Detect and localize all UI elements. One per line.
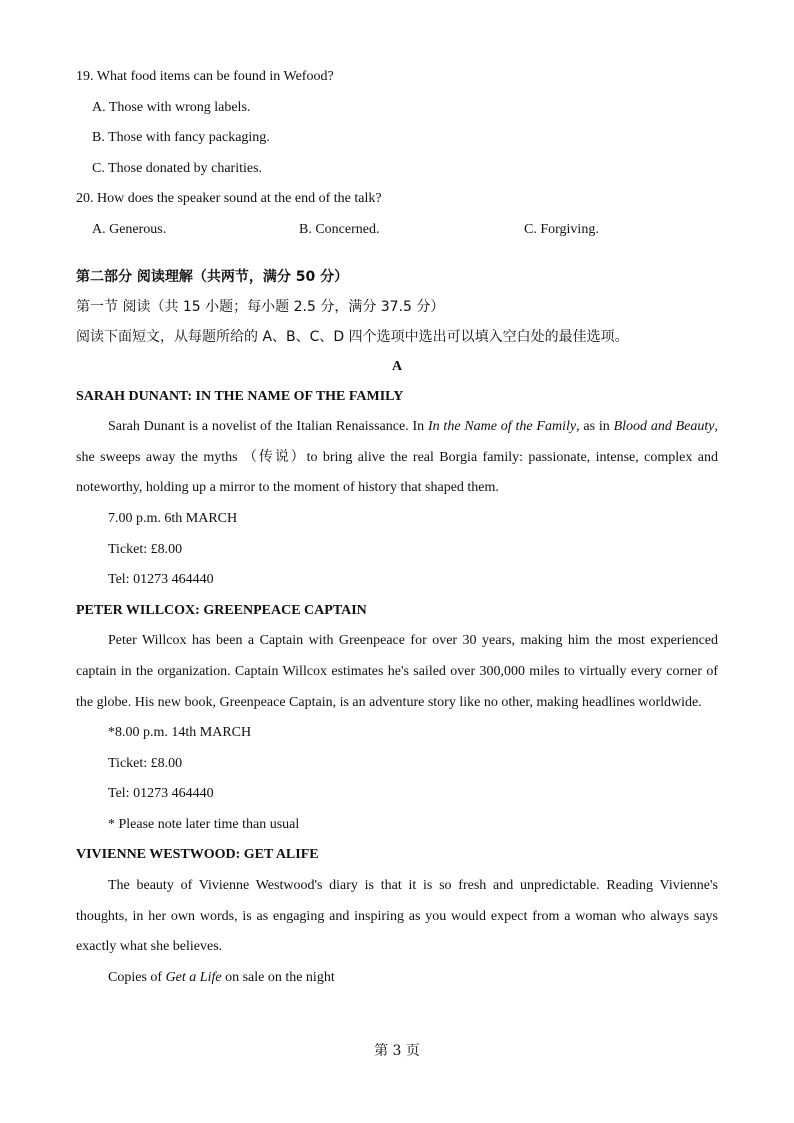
question-20-option-b: B. Concerned. [299, 221, 380, 237]
question-20-option-c: C. Forgiving. [524, 221, 599, 237]
question-19-option-b: B. Those with fancy packaging. [92, 130, 270, 146]
event-3-copies: Copies of Get a Life on sale on the night [108, 969, 335, 985]
passage-label: A [391, 358, 403, 374]
event-3-paragraph: The beauty of Vivienne Westwood's diary is that it is so fresh and unpredictable. Reading Vivienne's thoughts, in her own words, is as engaging and inspiring as you would expect from a woman who always says exactly what she believes. [76, 878, 718, 955]
question-19-option-c: C. Those donated by charities. [92, 160, 263, 176]
event-3-title: VIVIENNE WESTWOOD: GET ALIFE [76, 847, 319, 863]
event-2-note: * Please note later time than usual [108, 816, 300, 832]
event-2-paragraph: Peter Willcox has been a Captain with Greenpeace for over 30 years, making him the most experienced captain in the organization. Captain Willcox estimates he's sailed over 300,000 miles to virtually every corner of the globe. His new book, Greenpeace Captain, is an adventure story like no other, making headlines worldwide. [76, 633, 718, 710]
page-number: 第 3 页 [374, 1043, 420, 1059]
subsection-title: 第一节 阅读（共 15 小题；每小题 2.5 分，满分 37.5 分） [76, 298, 445, 315]
question-20-option-a: A. Generous. [92, 221, 167, 237]
document-page [76, 62, 718, 993]
question-19-stem: 19. What food items can be found in Wefood? [76, 69, 334, 84]
event-2-time: *8.00 p.m. 14th MARCH [108, 725, 252, 741]
event-1-ticket: Ticket: £8.00 [108, 541, 183, 557]
part-title: 第二部分 阅读理解（共两节，满分 50 分） [76, 268, 349, 285]
event-2-title: PETER WILLCOX: GREENPEACE CAPTAIN [76, 602, 367, 618]
event-1-title: SARAH DUNANT: IN THE NAME OF THE FAMILY [76, 388, 404, 404]
event-1-time: 7.00 p.m. 6th MARCH [108, 510, 238, 526]
question-20-options [76, 215, 718, 246]
question-19-option-a: A. Those with wrong labels. [92, 99, 251, 115]
event-2-ticket: Ticket: £8.00 [108, 755, 183, 771]
reading-instruction: 阅读下面短文，从每题所给的 A、B、C、D 四个选项中选出可以填入空白处的最佳选项。 [76, 328, 629, 345]
event-1-paragraph: Sarah Dunant is a novelist of the Italian Renaissance. In In the Name of the Family, as in Blood and Beauty, she sweeps away the myths （传说）to bring alive the real Borgia family: passionate, intense, complex and noteworthy, holding up a mirror to the moment of history that shaped them. [76, 419, 718, 496]
event-1-phone: Tel: 01273 464440 [108, 572, 214, 588]
question-20-stem: 20. How does the speaker sound at the end of the talk? [76, 191, 382, 207]
event-2-phone: Tel: 01273 464440 [108, 786, 214, 802]
